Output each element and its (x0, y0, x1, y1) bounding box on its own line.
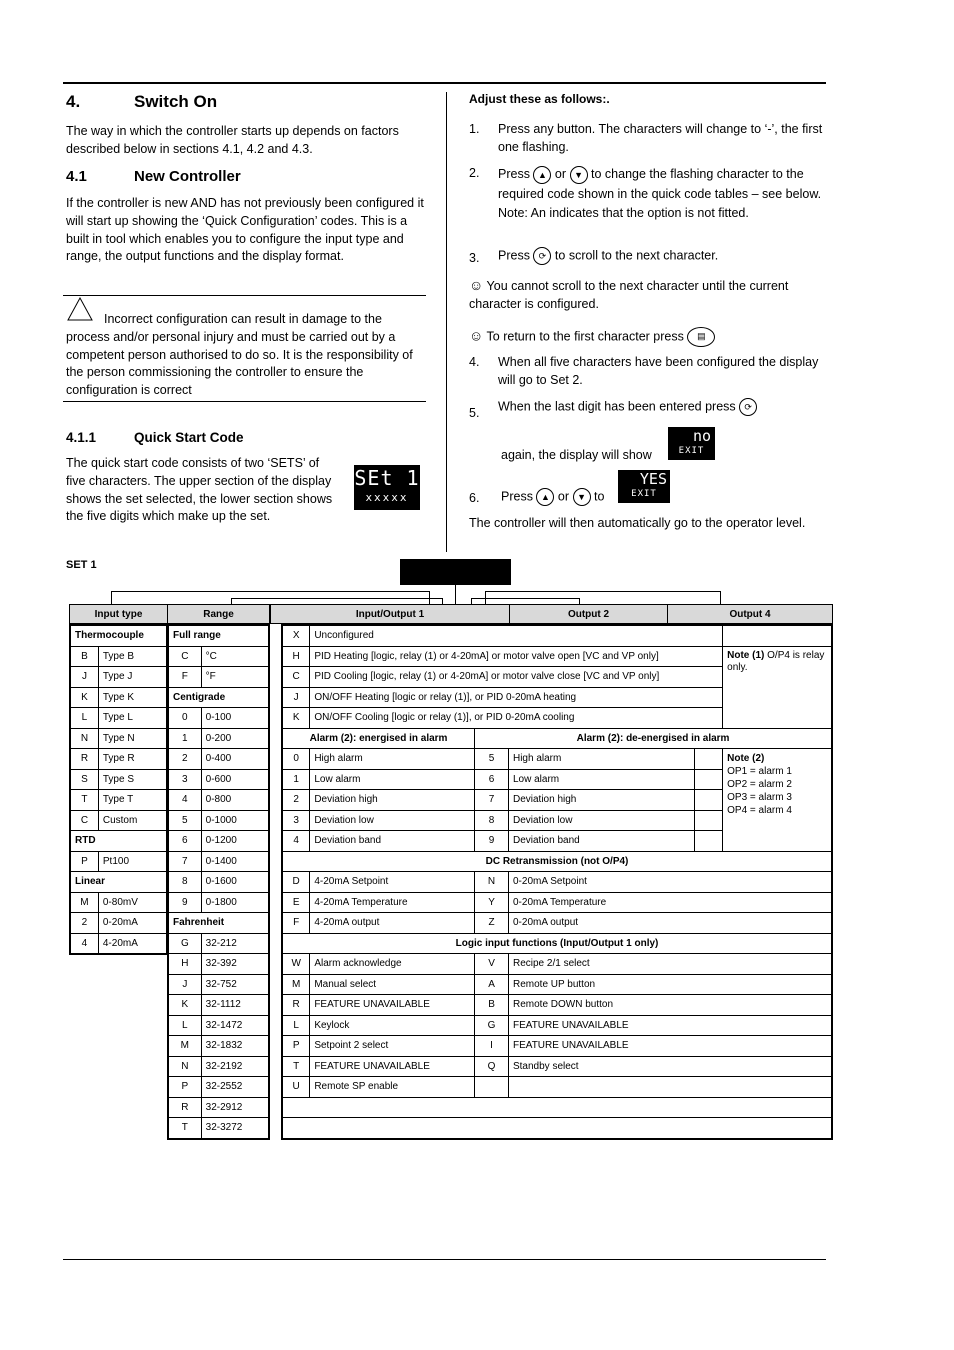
input-type-desc: Type N (98, 728, 167, 749)
input-type-desc: Custom (98, 810, 167, 831)
step-2-number: 2. (469, 166, 480, 180)
alarm-header-row (282, 728, 832, 749)
step-5-main: When the last digit has been entered press (498, 399, 736, 414)
alarm-code: 6 (475, 769, 509, 790)
input-type-row (70, 646, 167, 667)
dc-desc: 0-20mA Temperature (508, 892, 832, 913)
range-desc: 32-1832 (201, 1036, 269, 1057)
logic-row (282, 995, 832, 1016)
range-row (168, 667, 269, 688)
logic-desc: FEATURE UNAVAILABLE (508, 1015, 832, 1036)
logic-row (282, 974, 832, 995)
range-row (168, 851, 269, 872)
input-type-code: S (70, 769, 98, 790)
range-row (168, 708, 269, 729)
range-row (168, 933, 269, 954)
range-row (168, 646, 269, 667)
logic-desc: Remote DOWN button (508, 995, 832, 1016)
input-type-code: L (70, 708, 98, 729)
step-6-press: Press (501, 489, 533, 504)
range-code: 3 (168, 769, 201, 790)
range-row (168, 913, 269, 934)
alarm-code: 1 (282, 769, 310, 790)
range-row (168, 1097, 269, 1118)
range-row (168, 872, 269, 893)
dc-code: N (475, 872, 509, 893)
io-code: H (282, 646, 310, 667)
smiley-icon: ☺ (469, 277, 484, 293)
alarm-code: 4 (282, 831, 310, 852)
logic-desc: Remote UP button (508, 974, 832, 995)
input-type-row (70, 913, 167, 934)
note-1-text: You cannot scroll to the next character until the current character is configured. (469, 279, 789, 311)
input-type-row (70, 728, 167, 749)
warning-text (66, 311, 421, 400)
io-empty-cell (723, 625, 832, 646)
range-code: L (168, 1015, 201, 1036)
range-code: 8 (168, 872, 201, 893)
input-type-row (70, 769, 167, 790)
io-empty-cell (695, 810, 723, 831)
range-code: 6 (168, 831, 201, 852)
alarm-desc: Deviation low (508, 810, 694, 831)
io-code: K (282, 708, 310, 729)
input-type-row (70, 687, 167, 708)
connector-output4 (485, 591, 721, 605)
input-type-desc: Type L (98, 708, 167, 729)
range-row (168, 810, 269, 831)
range-desc: 0-400 (201, 749, 269, 770)
range-code: K (168, 995, 201, 1016)
logic-desc (508, 1077, 832, 1098)
range-group-label: Fahrenheit (168, 913, 269, 934)
quick-start-text: The quick start code consists of two ‘SETS’ of five characters. The upper section of the display shows the set selected, the lower section shows the five digits which make up the set. (66, 456, 333, 524)
logic-code: P (282, 1036, 310, 1057)
logic-code: V (475, 954, 509, 975)
note-1-cell (723, 646, 832, 728)
note-2-text: To return to the first character press (486, 329, 684, 344)
range-row (168, 790, 269, 811)
range-row (168, 1015, 269, 1036)
input-type-row (70, 625, 167, 646)
input-type-code: P (70, 851, 98, 872)
subsection-number: 4.1 (66, 168, 87, 185)
logic-row (282, 954, 832, 975)
logic-code: A (475, 974, 509, 995)
io-code: C (282, 667, 310, 688)
no-exit-display-top: no (692, 427, 711, 445)
input-type-code: M (70, 892, 98, 913)
logic-desc: Remote SP enable (310, 1077, 475, 1098)
range-code: F (168, 667, 201, 688)
range-desc: 0-1000 (201, 810, 269, 831)
yes-exit-display-top: YES (639, 470, 667, 488)
io-code: J (282, 687, 310, 708)
input-type-group-label: Thermocouple (70, 625, 167, 646)
alarm-desc: Deviation high (508, 790, 694, 811)
input-type-desc: 0-20mA (98, 913, 167, 934)
down-arrow-button-icon: ▼ (573, 488, 591, 506)
input-type-row (70, 831, 167, 852)
input-type-group-label: RTD (70, 831, 167, 852)
step-3-press: Press (498, 248, 530, 263)
range-code: 4 (168, 790, 201, 811)
logic-code (475, 1077, 509, 1098)
step-6-or: or (557, 489, 570, 504)
alarm-desc: Deviation high (310, 790, 475, 811)
range-code: R (168, 1097, 201, 1118)
input-type-code: 2 (70, 913, 98, 934)
logic-row (282, 1036, 832, 1057)
logic-desc: Keylock (310, 1015, 475, 1036)
range-row (168, 728, 269, 749)
step-5-text (498, 398, 828, 416)
logic-desc: FEATURE UNAVAILABLE (310, 1056, 475, 1077)
note-1-body: O/P4 is relay only. (727, 649, 825, 673)
input-type-row (70, 790, 167, 811)
logic-desc: FEATURE UNAVAILABLE (310, 995, 475, 1016)
no-exit-display (668, 427, 715, 460)
step-3-text (498, 247, 828, 265)
step-2-rest: to change the flashing character to the required code shown in the quick code tables – see below. Note: An indicates that the option is not fitted. (498, 167, 822, 220)
set1-label: SET 1 (66, 559, 97, 571)
step-2-press: Press (498, 167, 530, 181)
header-output-4: Output 4 (667, 604, 833, 624)
step-5-number: 5. (469, 406, 480, 420)
range-desc: °F (201, 667, 269, 688)
range-code: J (168, 974, 201, 995)
dc-code: F (282, 913, 310, 934)
note-2-line: OP2 = alarm 2 (727, 779, 792, 790)
dc-desc: 0-20mA Setpoint (508, 872, 832, 893)
io-desc: Unconfigured (310, 625, 723, 646)
alarm-code: 2 (282, 790, 310, 811)
io-table (281, 624, 833, 1140)
note-2 (469, 327, 824, 347)
io-empty-cell (695, 749, 723, 770)
logic-code: U (282, 1077, 310, 1098)
range-desc: 0-1400 (201, 851, 269, 872)
logic-row (282, 1077, 832, 1098)
range-row (168, 995, 269, 1016)
io-blank-cell (282, 1097, 832, 1118)
step-2-text (498, 165, 828, 224)
range-row (168, 749, 269, 770)
note-2-cell (723, 749, 832, 852)
alarm-deenergised-header: Alarm (2): de-energised in alarm (475, 728, 832, 749)
set1-display (354, 465, 420, 510)
alarm-code: 5 (475, 749, 509, 770)
subsection-title: New Controller (134, 168, 241, 185)
logic-header-row (282, 933, 832, 954)
dc-desc: 4-20mA output (310, 913, 475, 934)
range-desc: 0-1200 (201, 831, 269, 852)
alarm-desc: Deviation band (310, 831, 475, 852)
input-type-row (70, 892, 167, 913)
input-type-row (70, 749, 167, 770)
range-row (168, 892, 269, 913)
dc-desc: 0-20mA output (508, 913, 832, 934)
logic-code: B (475, 995, 509, 1016)
note-2-line: OP1 = alarm 1 (727, 766, 792, 777)
alarm-desc: Low alarm (310, 769, 475, 790)
dc-row (282, 872, 832, 893)
new-controller-text: If the controller is new AND has not previously been configured it will start up showing the ‘Quick Configuration’ codes. This is a built in tool which enables you to configure the input type and range, the output functions and the display format. (66, 196, 424, 264)
alarm-code: 3 (282, 810, 310, 831)
subsubsection-title: Quick Start Code (134, 430, 244, 445)
input-type-desc: Type S (98, 769, 167, 790)
intro-paragraph: The way in which the controller starts up depends on factors described below in sections 4.1, 4.2 and 4.3. (66, 124, 399, 156)
logic-row (282, 1056, 832, 1077)
range-row (168, 954, 269, 975)
step-4-text: When all five characters have been configured the display will go to Set 2. (498, 355, 819, 387)
range-desc: 0-1600 (201, 872, 269, 893)
io-desc: PID Cooling [logic, relay (1) or 4-20mA] or motor valve close [VC and VP only] (310, 667, 723, 688)
logic-desc: Manual select (310, 974, 475, 995)
dc-header-row (282, 851, 832, 872)
note-2-title: Note (2) (727, 753, 765, 764)
step-5-continued: again, the display will show (501, 448, 652, 462)
range-desc: 32-212 (201, 933, 269, 954)
down-arrow-button-icon: ▼ (570, 166, 588, 184)
range-code: T (168, 1118, 201, 1139)
range-code: 9 (168, 892, 201, 913)
adjust-heading: Adjust these as follows:. (469, 92, 610, 106)
range-desc: 0-1800 (201, 892, 269, 913)
smiley-icon: ☺ (469, 327, 484, 344)
logic-input-header: Logic input functions (Input/Output 1 only) (282, 933, 832, 954)
step-1-text: Press any button. The characters will change to ‘-’, the first one flashing. (498, 122, 823, 154)
io-blank-cell (282, 1118, 832, 1139)
step-3-number: 3. (469, 251, 480, 265)
step-3-rest: to scroll to the next character. (554, 248, 719, 263)
scroll-button-icon: ⟳ (533, 247, 551, 265)
note-2-line: OP3 = alarm 3 (727, 792, 792, 803)
up-arrow-button-icon: ▲ (533, 166, 551, 184)
step-1-number: 1. (469, 122, 480, 136)
logic-desc: Recipe 2/1 select (508, 954, 832, 975)
io-desc: PID Heating [logic, relay (1) or 4-20mA] or motor valve open [VC and VP only] (310, 646, 723, 667)
range-row (168, 687, 269, 708)
io-blank-row (282, 1118, 832, 1139)
range-row (168, 1077, 269, 1098)
input-type-code: B (70, 646, 98, 667)
note-1-title: Note (1) (727, 649, 768, 661)
header-input-type: Input type (69, 604, 168, 624)
range-row (168, 1056, 269, 1077)
range-desc: 32-392 (201, 954, 269, 975)
column-divider (446, 92, 447, 552)
input-type-row (70, 810, 167, 831)
alarm-desc: High alarm (508, 749, 694, 770)
dc-code: Y (475, 892, 509, 913)
range-code: 1 (168, 728, 201, 749)
alarm-code: 0 (282, 749, 310, 770)
yes-exit-display-bottom: EXIT (631, 489, 657, 499)
page-title: Switch On (134, 92, 218, 111)
logic-desc: Alarm acknowledge (310, 954, 475, 975)
range-desc: 32-2552 (201, 1077, 269, 1098)
range-row (168, 769, 269, 790)
io-empty-cell (695, 769, 723, 790)
range-desc: 0-800 (201, 790, 269, 811)
range-code: 5 (168, 810, 201, 831)
range-desc: 32-2912 (201, 1097, 269, 1118)
range-row (168, 831, 269, 852)
logic-code: Q (475, 1056, 509, 1077)
input-type-desc: 4-20mA (98, 933, 167, 954)
alarm-code: 8 (475, 810, 509, 831)
io-code: X (282, 625, 310, 646)
logic-code: M (282, 974, 310, 995)
logic-row (282, 1015, 832, 1036)
range-code: P (168, 1077, 201, 1098)
logic-desc: FEATURE UNAVAILABLE (508, 1036, 832, 1057)
range-table (167, 624, 270, 1140)
header-input-output-1: Input/Output 1 (270, 604, 510, 624)
io-table-row (282, 625, 832, 646)
range-row (168, 625, 269, 646)
range-desc: 32-2192 (201, 1056, 269, 1077)
input-type-row (70, 708, 167, 729)
final-paragraph: The controller will then automatically go to the operator level. (469, 516, 806, 530)
step-6-number: 6. (469, 491, 480, 505)
input-type-desc: 0-80mV (98, 892, 167, 913)
note-2-line: OP4 = alarm 4 (727, 805, 792, 816)
logic-desc: Standby select (508, 1056, 832, 1077)
section-number: 4. (66, 92, 81, 111)
input-type-code: J (70, 667, 98, 688)
alarm-desc: High alarm (310, 749, 475, 770)
input-type-desc: Type B (98, 646, 167, 667)
logic-desc: Setpoint 2 select (310, 1036, 475, 1057)
range-desc: 32-752 (201, 974, 269, 995)
range-row (168, 1036, 269, 1057)
input-type-desc: Type K (98, 687, 167, 708)
dc-code: E (282, 892, 310, 913)
input-type-row (70, 933, 167, 954)
range-desc: 0-200 (201, 728, 269, 749)
alarm-desc: Low alarm (508, 769, 694, 790)
dc-retransmission-header: DC Retransmission (not O/P4) (282, 851, 832, 872)
input-type-table (69, 624, 168, 955)
top-rule (63, 82, 826, 84)
quick-code-display-graphic (400, 559, 511, 585)
warning-bottom-rule (63, 401, 426, 402)
logic-code: R (282, 995, 310, 1016)
step-4-number: 4. (469, 355, 480, 369)
range-group-label: Full range (168, 625, 269, 646)
dc-desc: 4-20mA Temperature (310, 892, 475, 913)
range-code: M (168, 1036, 201, 1057)
input-type-desc: Type T (98, 790, 167, 811)
input-type-code: R (70, 749, 98, 770)
dc-desc: 4-20mA Setpoint (310, 872, 475, 893)
io-table-row (282, 646, 832, 667)
set1-display-bottom: xxxxx (365, 491, 409, 504)
input-type-row (70, 872, 167, 893)
range-desc: °C (201, 646, 269, 667)
io-desc: ON/OFF Heating [logic or relay (1)], or PID 0-20mA heating (310, 687, 723, 708)
logic-code: I (475, 1036, 509, 1057)
no-exit-display-bottom: EXIT (678, 446, 705, 456)
range-group-label: Centigrade (168, 687, 269, 708)
logic-code: W (282, 954, 310, 975)
range-code: G (168, 933, 201, 954)
io-blank-row (282, 1097, 832, 1118)
alarm-desc: Deviation band (508, 831, 694, 852)
alarm-code: 9 (475, 831, 509, 852)
range-code: 2 (168, 749, 201, 770)
range-code: 7 (168, 851, 201, 872)
scroll-button-icon: ⟳ (739, 398, 757, 416)
logic-code: T (282, 1056, 310, 1077)
range-desc: 0-100 (201, 708, 269, 729)
range-desc: 32-1112 (201, 995, 269, 1016)
input-type-code: C (70, 810, 98, 831)
warning-top-rule (63, 295, 426, 296)
step-6-to: to (594, 489, 605, 504)
alarm-desc: Deviation low (310, 810, 475, 831)
alarm-energised-header: Alarm (2): energised in alarm (282, 728, 475, 749)
input-type-row (70, 667, 167, 688)
header-output-2: Output 2 (509, 604, 668, 624)
up-arrow-button-icon: ▲ (536, 488, 554, 506)
range-row (168, 1118, 269, 1139)
io-empty-cell (695, 790, 723, 811)
logic-code: G (475, 1015, 509, 1036)
dc-code: D (282, 872, 310, 893)
input-type-group-label: Linear (70, 872, 167, 893)
input-type-code: 4 (70, 933, 98, 954)
range-row (168, 974, 269, 995)
dc-row (282, 892, 832, 913)
io-desc: ON/OFF Cooling [logic or relay (1)], or PID 0-20mA cooling (310, 708, 723, 729)
step-2-or: or (554, 167, 567, 181)
bottom-rule (63, 1259, 826, 1260)
input-type-code: T (70, 790, 98, 811)
range-code: H (168, 954, 201, 975)
range-code: C (168, 646, 201, 667)
range-desc: 32-3272 (201, 1118, 269, 1139)
range-desc: 0-600 (201, 769, 269, 790)
input-type-code: N (70, 728, 98, 749)
input-type-row (70, 851, 167, 872)
yes-exit-display (618, 470, 670, 503)
input-type-desc: Type J (98, 667, 167, 688)
note-1 (469, 277, 824, 314)
dc-code: Z (475, 913, 509, 934)
header-range: Range (167, 604, 270, 624)
range-code: 0 (168, 708, 201, 729)
alarm-code: 7 (475, 790, 509, 811)
range-code: N (168, 1056, 201, 1077)
warning-body: Incorrect configuration can result in damage to the process and/or personal injury and must be carried out by a competent person authorised to do so. It is the responsibility of the person commissioning the controller to ensure the configuration is correct (66, 312, 413, 398)
set1-display-top: SEt 1 (354, 466, 420, 490)
subsubsection-number: 4.1.1 (66, 430, 97, 445)
input-type-desc: Type R (98, 749, 167, 770)
dc-row (282, 913, 832, 934)
alarm-row (282, 749, 832, 770)
page-button-icon: ▤ (687, 327, 715, 347)
logic-code: L (282, 1015, 310, 1036)
range-desc: 32-1472 (201, 1015, 269, 1036)
input-type-desc: Pt100 (98, 851, 167, 872)
io-empty-cell (695, 831, 723, 852)
input-type-code: K (70, 687, 98, 708)
